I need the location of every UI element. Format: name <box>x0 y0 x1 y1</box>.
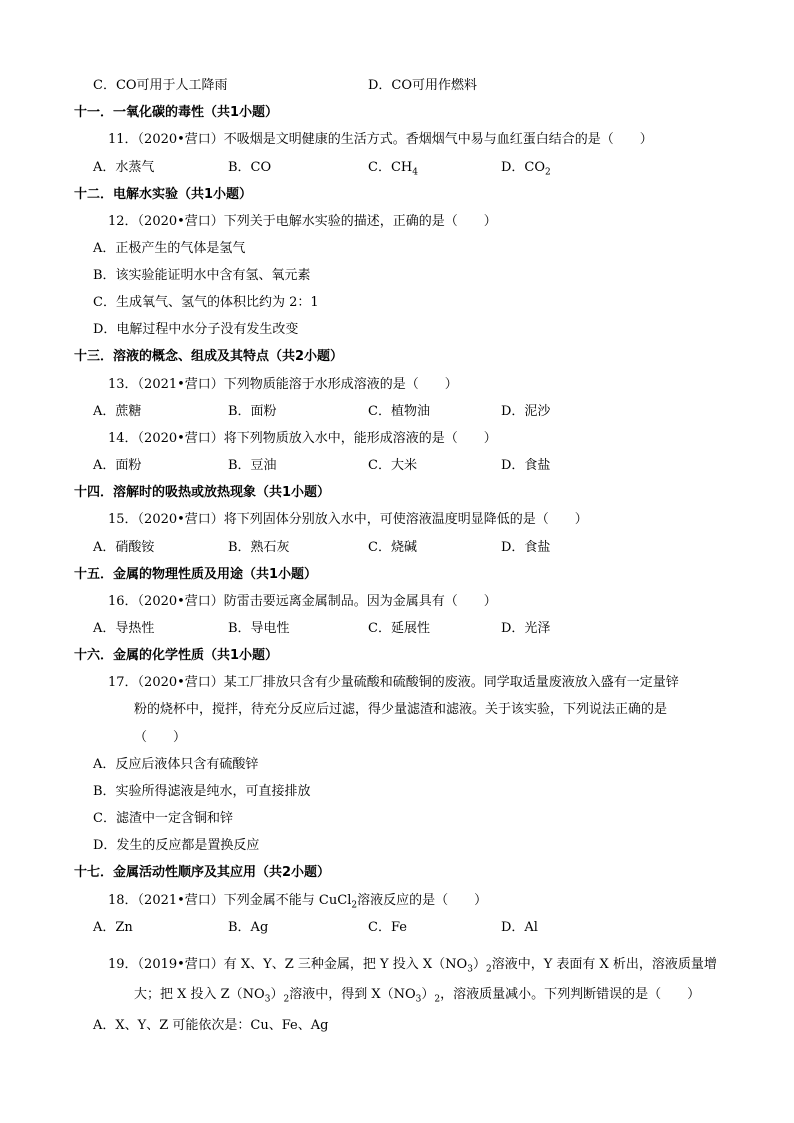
option-a: A．硝酸铵 <box>93 540 155 555</box>
option-d: D．食盐 <box>501 458 551 473</box>
section-heading: 十六．金属的化学性质（共1小题） <box>74 648 279 663</box>
option-a: A．反应后液体只含有硫酸锌 <box>93 757 259 772</box>
option-d: D．$CO_2$ <box>501 160 551 178</box>
option-b: B．实验所得滤液是纯水，可直接排放 <box>93 784 311 799</box>
option-d: D．发生的反应都是置换反应 <box>93 838 260 853</box>
option-c: C．$CH_4$ <box>368 160 418 178</box>
option-a: A．正极产生的气体是氢气 <box>93 241 246 256</box>
option-a: A．面粉 <box>93 458 142 473</box>
question-14: 14．（2020•营口）将下列物质放入水中，能形成溶液的是（ ） <box>108 431 497 446</box>
question-16: 16．（2020•营口）防雷击要远离金属制品。因为金属具有（ ） <box>108 594 497 609</box>
option-c: C．CO可用于人工降雨 <box>93 78 228 93</box>
option-d: D．泥沙 <box>501 404 551 419</box>
section-heading: 十五．金属的物理性质及用途（共1小题） <box>74 567 318 582</box>
question-17-line-2: 粉的烧杯中，搅拌，待充分反应后过滤，得少量滤渣和滤液。关于该实验，下列说法正确的是 <box>134 702 668 717</box>
option-c: C．植物油 <box>368 404 430 419</box>
option-b: B．豆油 <box>228 458 277 473</box>
question-17-line-3: （ ） <box>134 730 187 745</box>
option-b: B．Ag <box>228 920 269 935</box>
option-b: B．面粉 <box>228 404 277 419</box>
question-19-line-1: 19．（2019•营口）有 X、Y、Z 三种金属，把 Y 投入 $X(NO_3)_2$溶液中，Y 表面有 X 析出，溶液质量增 <box>108 957 717 975</box>
section-heading: 十四．溶解时的吸热或放热现象（共1小题） <box>74 485 331 500</box>
question-13: 13．（2021•营口）下列物质能溶于水形成溶液的是（ ） <box>108 377 458 392</box>
option-b: B．该实验能证明水中含有氢、氧元素 <box>93 268 311 283</box>
section-heading: 十七．金属活动性顺序及其应用（共2小题） <box>74 865 331 880</box>
option-c: C．延展性 <box>368 621 430 636</box>
option-c: C．生成氧气、氢气的体积比约为 2：1 <box>93 295 319 310</box>
option-a: A．Zn <box>93 920 133 935</box>
option-a: A．水蒸气 <box>93 160 155 175</box>
question-12: 12．（2020•营口）下列关于电解水实验的描述，正确的是（ ） <box>108 214 497 229</box>
option-c: C．滤渣中一定含铜和锌 <box>93 811 233 826</box>
option-b: B．熟石灰 <box>228 540 290 555</box>
option-d: D．电解过程中水分子没有发生改变 <box>93 322 299 337</box>
question-15: 15．（2020•营口）将下列固体分别放入水中，可使溶液温度明显降低的是（ ） <box>108 512 588 527</box>
option-a: A．X、Y、Z 可能依次是：Cu、Fe、Ag <box>93 1018 329 1033</box>
option-c: C．烧碱 <box>368 540 417 555</box>
option-a: A．蔗糖 <box>93 404 142 419</box>
section-heading: 十一．一氧化碳的毒性（共1小题） <box>74 105 279 120</box>
option-d: D．Al <box>501 920 538 935</box>
option-d: D．光泽 <box>501 621 551 636</box>
section-heading: 十三．溶液的概念、组成及其特点（共2小题） <box>74 349 344 364</box>
option-c: C．Fe <box>368 920 407 935</box>
option-d: D．CO可用作燃料 <box>368 78 478 93</box>
option-d: D．食盐 <box>501 540 551 555</box>
question-18: 18．（2021•营口）下列金属不能与 CuCl$_2$溶液反应的是（ ） <box>108 893 488 911</box>
option-b: B．CO <box>228 160 272 175</box>
question-11: 11．（2020•营口）不吸烟是文明健康的生活方式。香烟烟气中易与血红蛋白结合的是（ ） <box>108 132 653 147</box>
question-19-line-2: 大；把 X 投入 $Z(NO_3)_2$溶液中，得到 $X(NO_3)_2$，溶液质量减小。下列判断错误的是（ ） <box>134 987 701 1005</box>
option-b: B．导电性 <box>228 621 290 636</box>
section-heading: 十二．电解水实验（共1小题） <box>74 187 253 202</box>
option-c: C．大米 <box>368 458 417 473</box>
question-17-line-1: 17．（2020•营口）某工厂排放只含有少量硫酸和硫酸铜的废液。同学取适量废液放入盛有一定量锌 <box>108 675 679 690</box>
option-a: A．导热性 <box>93 621 155 636</box>
